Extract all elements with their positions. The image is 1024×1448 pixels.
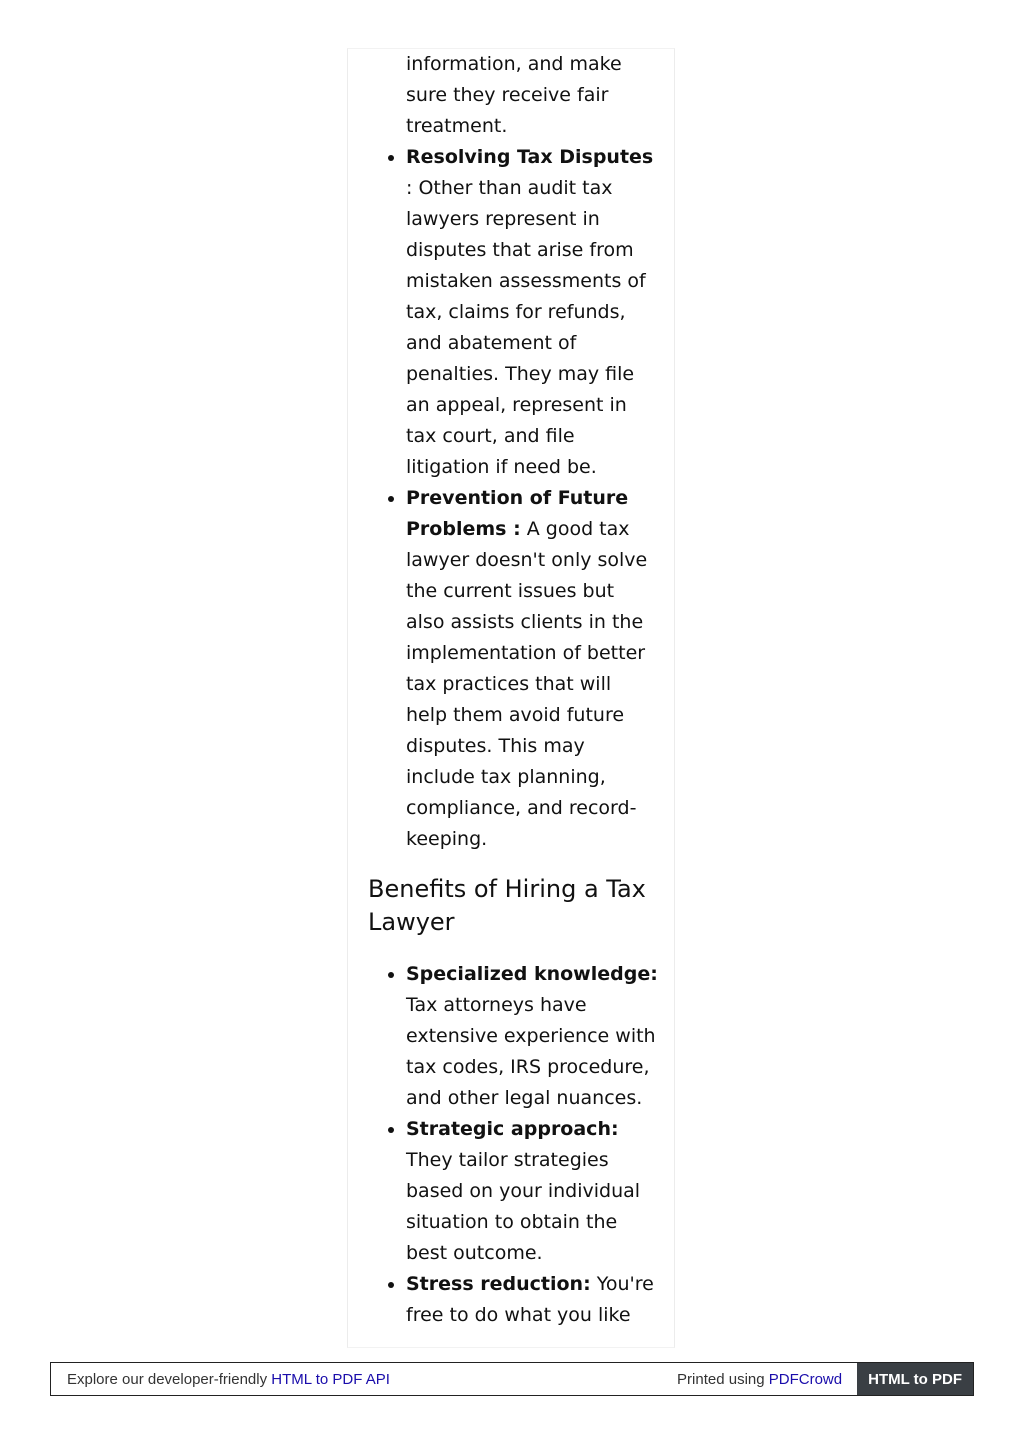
html-to-pdf-api-link[interactable]: HTML to PDF API: [271, 1370, 390, 1388]
list-item-resolving-tax-disputes: [406, 142, 658, 483]
list-item-separator: :: [406, 177, 419, 199]
footer-explore-text: Explore our developer-friendly: [67, 1370, 272, 1388]
list-item-text: They tailor strategies based on your individual situation to obtain the best outcome.: [406, 1149, 641, 1264]
footer-printed-text: Printed using: [677, 1370, 769, 1388]
benefits-list: [368, 959, 658, 1331]
pdfcrowd-link[interactable]: PDFCrowd: [768, 1370, 843, 1388]
section-heading: Benefits of Hiring a Tax Lawyer: [368, 875, 646, 936]
footer-explore: [51, 1371, 677, 1388]
list-item-prevention-future-problems: [406, 483, 658, 855]
list-item-strategic-approach: [406, 1114, 658, 1269]
html-to-pdf-badge[interactable]: HTML to PDF: [857, 1363, 973, 1395]
services-list-continued: [368, 142, 658, 855]
list-item-text: information, and make sure they receive fair treatment.: [406, 53, 622, 137]
list-item-title: Prevention of Future Problems :: [406, 487, 629, 540]
pdf-footer-bar: [50, 1362, 974, 1396]
list-item-text: Other than audit tax lawyers represent in disputes that arise from mistaken assessments of tax, claims for refunds, and abatement of penalties. They may file an appeal, represent in tax court, and file litigation if need be.: [406, 177, 646, 478]
article-content: [368, 49, 658, 1331]
list-item-stress-reduction: [406, 1269, 658, 1331]
list-item-title: Strategic approach:: [406, 1118, 619, 1140]
services-list: [368, 49, 658, 142]
list-item-text: Tax attorneys have extensive experience with tax codes, IRS procedure, and other legal nuances.: [406, 994, 656, 1109]
footer-printed: [677, 1371, 857, 1388]
list-item-specialized-knowledge: [406, 959, 658, 1114]
article-card: [347, 48, 675, 1348]
list-item-title: Stress reduction:: [406, 1273, 591, 1295]
list-item-text: You're free to do what you like: [406, 1273, 654, 1326]
list-item-text: A good tax lawyer doesn't only solve the current issues but also assists clients in the implementation of better tax practices that will help them avoid future disputes. This may include tax planning, compliance, and record-keeping.: [406, 518, 648, 850]
list-item-title: Resolving Tax Disputes: [406, 146, 654, 168]
list-item-title: Specialized knowledge:: [406, 963, 658, 985]
list-item-continuation: [406, 49, 658, 142]
